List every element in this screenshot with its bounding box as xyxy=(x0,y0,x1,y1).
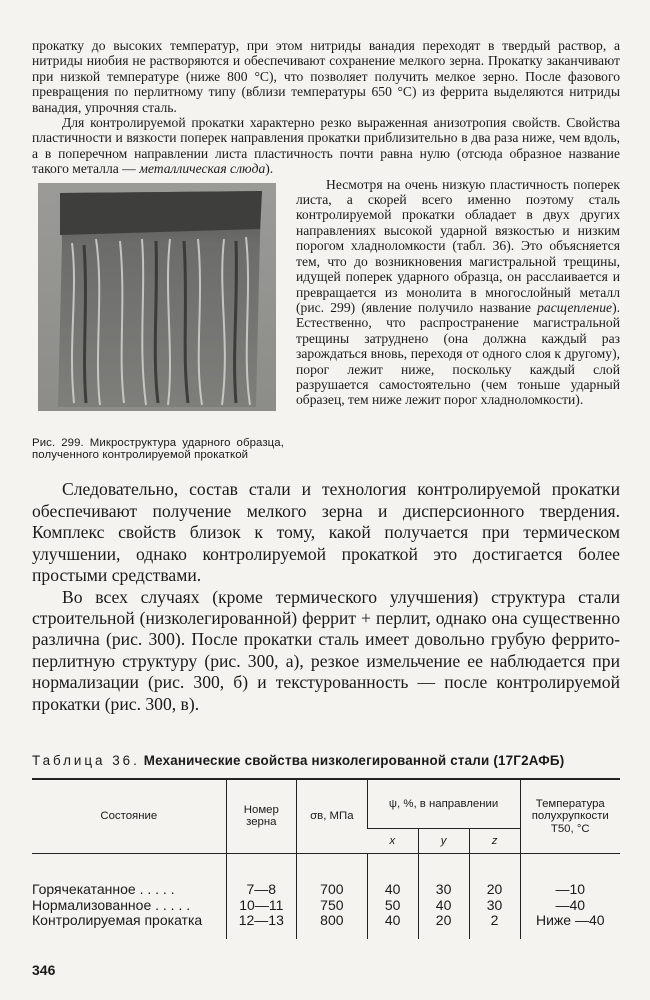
header-x: x xyxy=(389,834,396,847)
paragraph-4: Следовательно, состав стали и технология контролируемой прокатки обеспечивают получение мелкого зерна и дисперсионного твердения. Комплекс свойств близок к тому, какой получается при термическом улучшении, однако контролируемой прокаткой это достигается более простыми средствами. xyxy=(32,479,620,586)
header-psi: ψ, %, в направлении xyxy=(367,779,520,829)
paragraph-2: Для контролируемой прокатки характерно резко выраженная анизотропия свойств. Свойства пластичности и вязкости поперек направления прокатки приблизительно в два раза ниже, чем вдоль, а в поперечном направлении листа пластичность почти равна нулю (отсюда образное название такого металла — металлическая слюда). xyxy=(32,115,620,177)
header-z: z xyxy=(491,834,498,847)
header-grain: Номер зерна xyxy=(226,779,297,854)
page-number: 346 xyxy=(32,962,56,978)
table-row: Горячекатанное . . . . . 7—8 700 40 30 20 —10 xyxy=(32,853,620,897)
properties-table xyxy=(32,778,620,939)
micrograph-image xyxy=(38,183,276,411)
header-y: y xyxy=(440,834,447,847)
table-title: Таблица 36. Механические свойства низколегированной стали (17Г2АФБ) xyxy=(32,752,565,768)
table-row: Контролируемая прокатка 12—13 800 40 20 2 Ниже —40 xyxy=(32,913,620,939)
page-content xyxy=(32,38,620,939)
header-sigma: σв, МПа xyxy=(297,779,368,854)
italic-term-mica: металлическая слюда xyxy=(139,161,266,177)
italic-term-splitting: расщепление xyxy=(537,299,613,315)
header-temp: Температура полухрупкости T50, °C xyxy=(520,779,620,854)
header-state: Состояние xyxy=(32,779,226,854)
micrograph-drawing xyxy=(38,183,276,411)
paragraph-5: Во всех случаях (кроме термического улучшения) структура стали строительной (низколегированной) феррит + перлит, однако она существенно различна (рис. 300). После прокатки сталь имеет довольно грубую феррито-перлитную структуру (рис. 300, а), резкое измельчение ее наблюдается при нормализации (рис. 300, б) и текстурованность — после контролируемой прокатки (рис. 300, в). xyxy=(32,586,620,714)
figure-caption: Рис. 299. Микроструктура ударного образца, полученного контролируемой прокаткой xyxy=(32,436,284,462)
paragraph-1: прокатку до высоких температур, при этом нитриды ванадия переходят в твердый раствор, а нитриды ниобия не растворяются и обеспечивают сохранение мелкого зерна. Прокатку заканчивают при низкой температуре (ниже 800 °С), что позволяет получить мелкое зерно. После фазового превращения по перлитному типу (вблизи температуры 650 °С) из феррита выделяются нитриды ванадия, упрочняя сталь. xyxy=(32,38,620,115)
table-row: Нормализованное . . . . . 10—11 750 50 40 30 —40 xyxy=(32,898,620,914)
figure-299 xyxy=(32,179,284,462)
paragraph-3: Несмотря на очень низкую пластичность поперек листа, а скорей всего именно поэтому сталь контролируемой прокатки обладает в двух других направлениях высокой ударной вязкостью и низким порогом хладноломкости (табл. 36). Это объясняется тем, что до возникновения магистральной трещины, идущей поперек ударного образца, он расслаивается и превращается из монолита в многослойный металл (рис. 299) (явление получило название расщепление). Естественно, что распространение магистральной трещины затруднено (она должна каждый раз зарождаться вновь, переходя от одного слоя к другому), порог лежит ниже, поскольку каждый слой разрушается самостоятельно (чем тоньше ударный образец, тем ниже лежит порог хладноломкости). xyxy=(296,176,620,408)
